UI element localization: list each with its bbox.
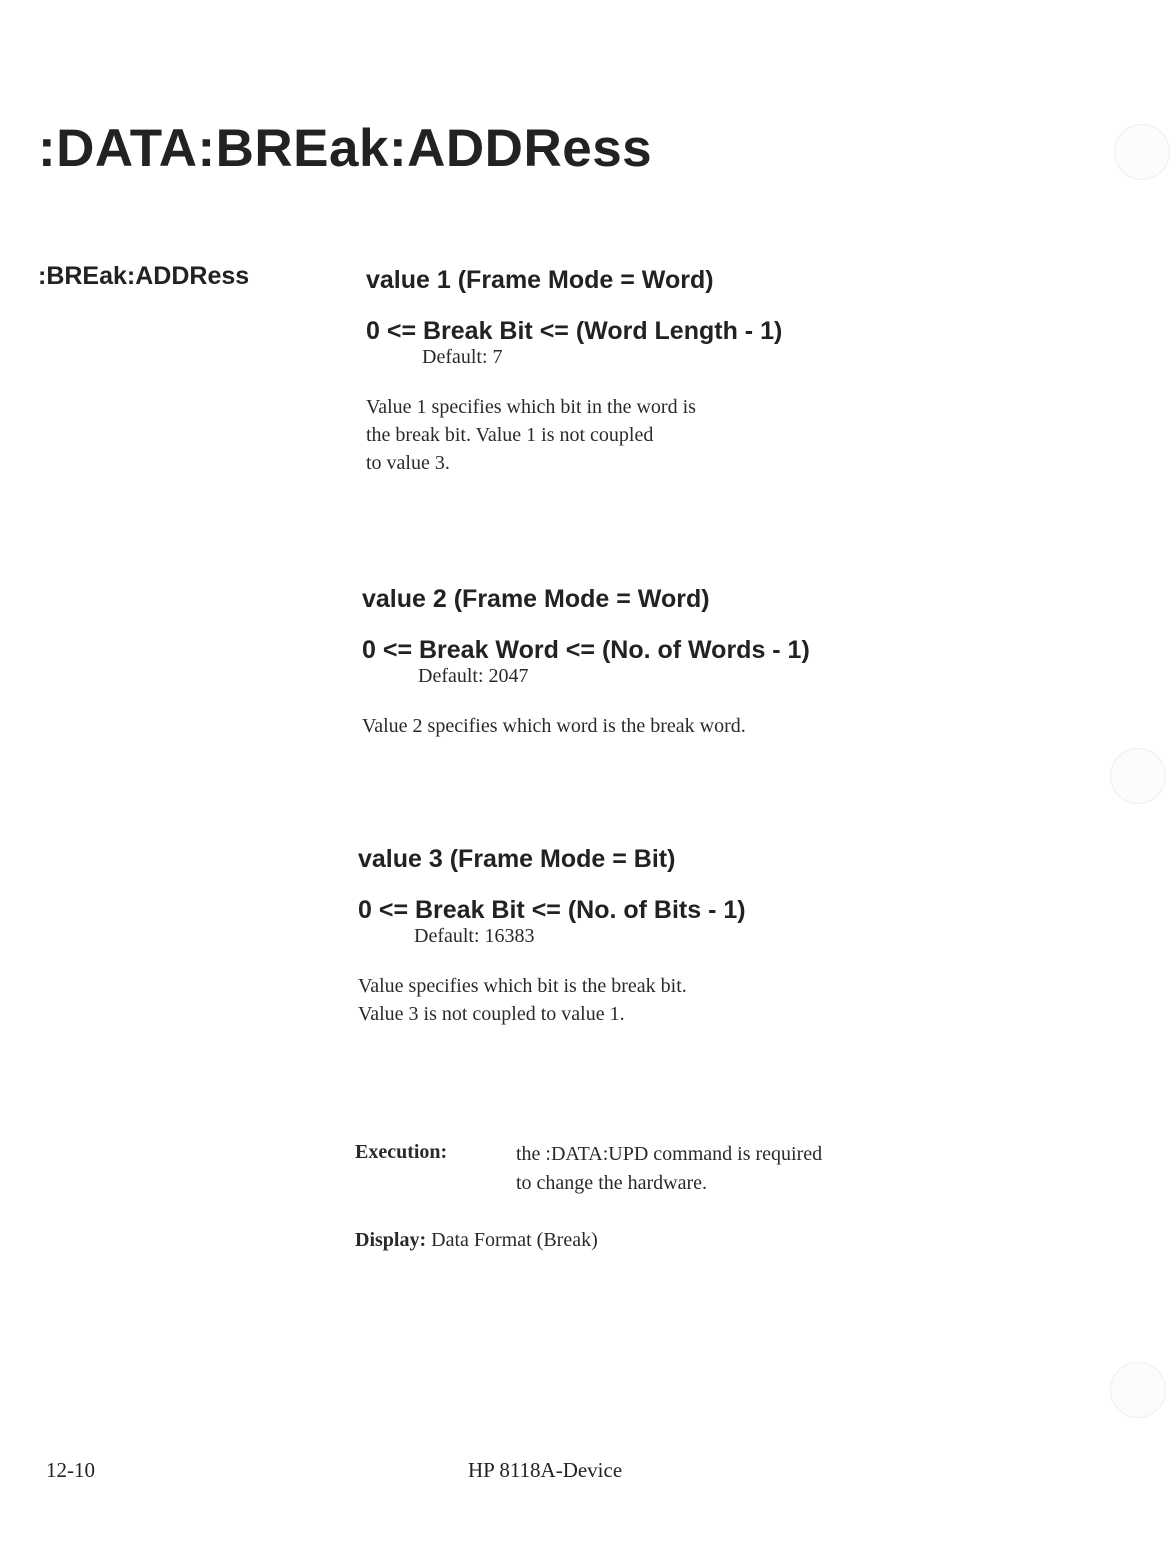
description-line: the break bit. Value 1 is not coupled bbox=[366, 424, 654, 446]
display-section bbox=[355, 1226, 598, 1255]
display-label: Display: bbox=[355, 1229, 427, 1251]
value-range: 0 <= Break Bit <= (Word Length - 1) bbox=[366, 317, 783, 345]
value-description bbox=[366, 393, 782, 477]
value-range: 0 <= Break Bit <= (No. of Bits - 1) bbox=[358, 896, 746, 924]
command-short-form: :BREak:ADDRess bbox=[38, 262, 250, 290]
binder-hole-top bbox=[1114, 124, 1170, 180]
value-description bbox=[358, 972, 746, 1028]
execution-label: Execution: bbox=[355, 1141, 448, 1163]
value-heading: value 1 (Frame Mode = Word) bbox=[366, 266, 714, 294]
value-default: Default: 7 bbox=[422, 346, 503, 368]
value-block-2 bbox=[362, 585, 810, 740]
value-heading: value 2 (Frame Mode = Word) bbox=[362, 585, 710, 613]
description-line: Value 2 specifies which word is the break word. bbox=[362, 715, 746, 737]
description-line: Value 1 specifies which bit in the word is bbox=[366, 396, 696, 418]
description-line: to value 3. bbox=[366, 452, 450, 474]
execution-text-line: to change the hardware. bbox=[516, 1172, 708, 1194]
description-line: Value 3 is not coupled to value 1. bbox=[358, 1003, 625, 1025]
page-title: :DATA:BREak:ADDRess bbox=[38, 119, 653, 178]
value-block-1 bbox=[366, 266, 782, 477]
value-range: 0 <= Break Word <= (No. of Words - 1) bbox=[362, 636, 810, 664]
page-number: 12-10 bbox=[46, 1458, 95, 1482]
value-default: Default: 16383 bbox=[414, 925, 535, 947]
value-heading: value 3 (Frame Mode = Bit) bbox=[358, 845, 676, 873]
execution-text-line: the :DATA:UPD command is required bbox=[516, 1143, 823, 1165]
value-block-3 bbox=[358, 845, 746, 1028]
value-default: Default: 2047 bbox=[418, 665, 529, 687]
value-description bbox=[362, 712, 810, 740]
footer-device-name: HP 8118A-Device bbox=[468, 1458, 623, 1482]
binder-hole-bottom bbox=[1110, 1362, 1166, 1418]
description-line: Value specifies which bit is the break bit. bbox=[358, 975, 687, 997]
binder-hole-middle bbox=[1110, 748, 1166, 804]
display-text: Data Format (Break) bbox=[431, 1229, 598, 1251]
